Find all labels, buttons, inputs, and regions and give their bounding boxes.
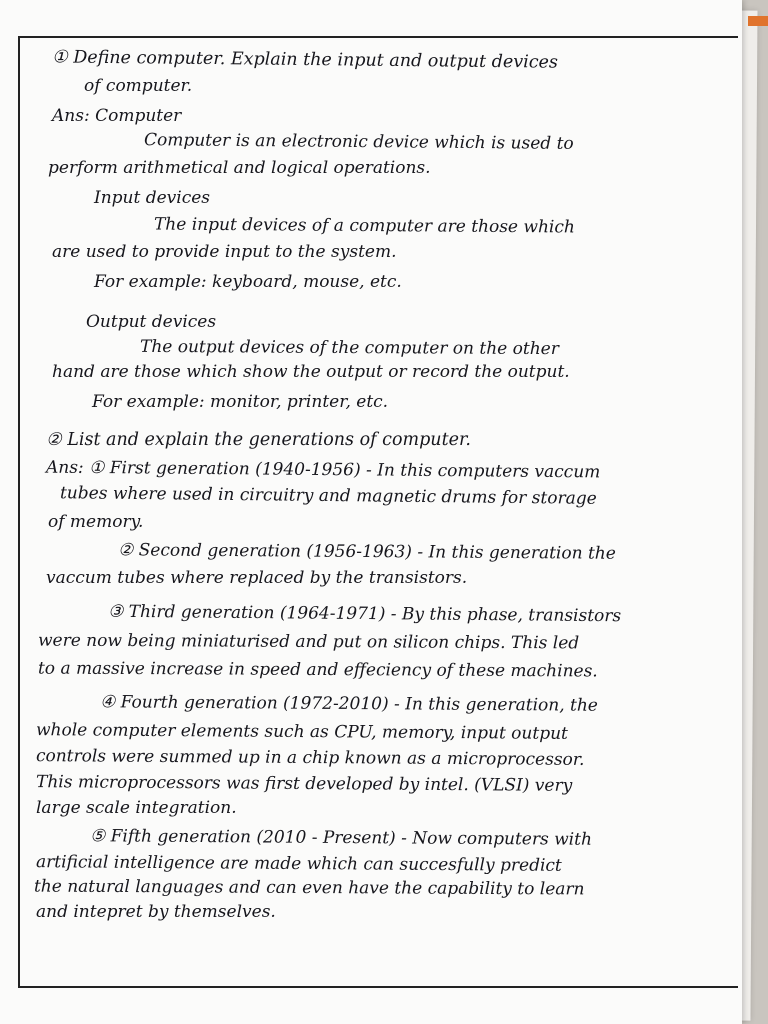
answer-1-line-2: perform arithmetical and logical operations. <box>48 158 431 178</box>
page-margin-left-line <box>18 36 20 986</box>
gen-5-line-1: ⑤ Fifth generation (2010 - Present) - Now computers with <box>89 826 593 850</box>
gen-3-line-2: were now being miniaturised and put on silicon chips. This led <box>37 630 580 654</box>
question-2: ② List and explain the generations of computer. <box>46 430 471 450</box>
output-devices-line-2: hand are those which show the output or record the output. <box>52 362 570 382</box>
page-margin-top-line <box>18 36 738 38</box>
output-devices-line-1: The output devices of the computer on the other <box>139 336 559 360</box>
question-1: ① Define computer. Explain the input and output devices <box>51 47 558 73</box>
gen-4-line-4: This microprocessors was first developed by intel. (VLSI) very <box>35 772 573 796</box>
input-devices-line-1: The input devices of a computer are those which <box>153 214 575 238</box>
gen-5-line-2: artificial intelligence are made which can succesfully predict <box>35 852 562 876</box>
gen-2-line-1: ② Second generation (1956-1963) - In this generation the <box>117 540 616 564</box>
gen-5-line-3: the natural languages and can even have the capability to learn <box>33 876 585 900</box>
gen-1-line-3: of memory. <box>48 512 144 532</box>
gen-5-line-4: and intepret by themselves. <box>36 902 276 922</box>
gen-1-line-1: Ans: ① First generation (1940-1956) - In this computers vaccum <box>45 457 601 483</box>
page-margin-bottom-line <box>18 986 738 988</box>
gen-2-line-2: vaccum tubes where replaced by the transistors. <box>46 568 468 588</box>
input-devices-example: For example: keyboard, mouse, etc. <box>94 272 402 292</box>
gen-4-line-3: controls were summed up in a chip known as a microprocessor. <box>35 746 585 770</box>
input-devices-line-2: are used to provide input to the system. <box>52 242 397 262</box>
output-devices-heading: Output devices <box>86 312 217 332</box>
question-1-cont: of computer. <box>84 76 193 96</box>
gen-3-line-1: ③ Third generation (1964-1971) - By this phase, transistors <box>107 601 622 627</box>
gen-4-line-1: ④ Fourth generation (1972-2010) - In this generation, the <box>99 692 598 716</box>
input-devices-heading: Input devices <box>94 188 211 208</box>
gen-1-line-2: tubes where used in circuitry and magnetic drums for storage <box>59 483 597 509</box>
answer-1-label: Ans: Computer <box>52 106 182 126</box>
orange-corner <box>748 16 768 26</box>
gen-3-line-3: to a massive increase in speed and effeciency of these machines. <box>37 658 598 682</box>
gen-4-line-2: whole computer elements such as CPU, memory, input output <box>35 720 568 744</box>
answer-1-line-1: Computer is an electronic device which is used to <box>143 130 574 154</box>
gen-4-line-5: large scale integration. <box>36 798 237 818</box>
output-devices-example: For example: monitor, printer, etc. <box>92 392 389 412</box>
